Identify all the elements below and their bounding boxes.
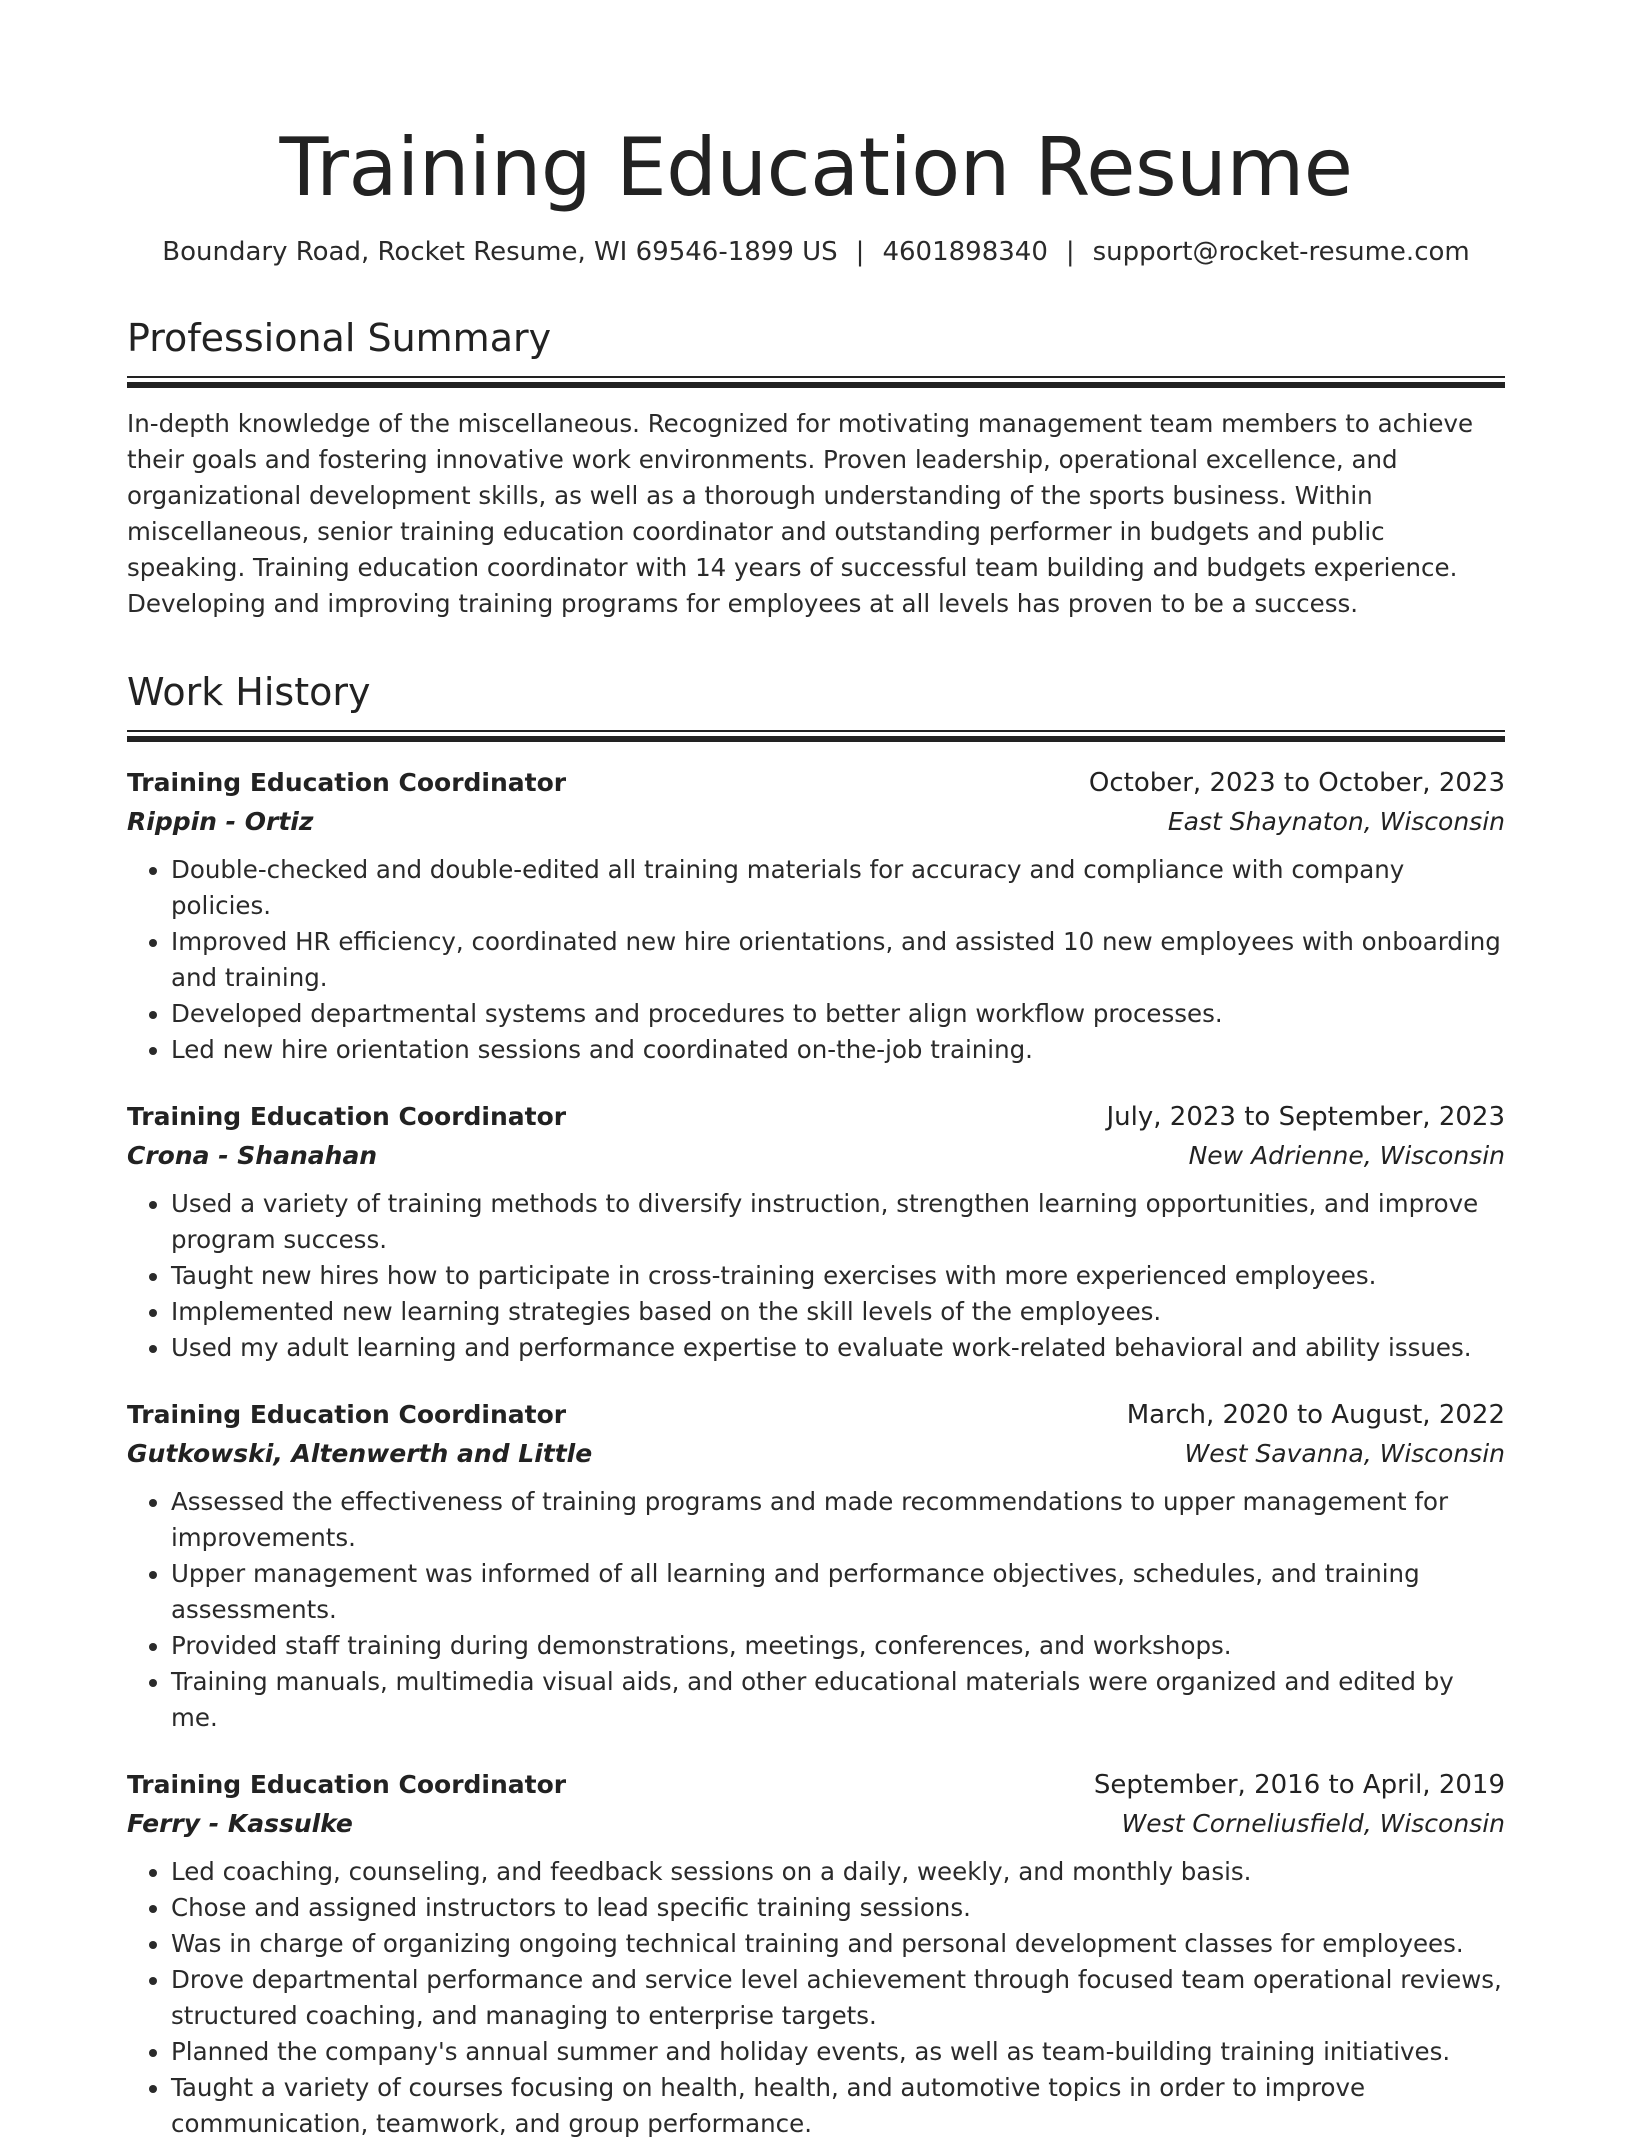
section-heading-summary: Professional Summary (127, 316, 552, 360)
job-bullet: • Implemented new learning strategies based on the skill levels of the employees. (171, 1294, 1505, 1330)
contact-separator: | (855, 237, 865, 267)
job-bullet: • Led coaching, counseling, and feedback sessions on a daily, weekly, and monthly basis. (171, 1854, 1505, 1890)
job-title: Training Education Coordinator (127, 1770, 567, 1799)
job-entry (127, 1098, 1505, 1366)
job-subheader (127, 802, 1505, 842)
job-bullet: • Developed departmental systems and procedures to better align workflow processes. (171, 996, 1505, 1032)
job-bullet: • Was in charge of organizing ongoing technical training and personal development classes for employees. (171, 1926, 1505, 1962)
summary-text: In-depth knowledge of the miscellaneous. Recognized for motivating management team members to achieve their goals and fostering innovative work environments. Proven leadership, operational excellence, and organizational development skills, as well as a thorough understanding of the sports business. Within miscellaneous, senior training education coordinator and outstanding performer in budgets and public speaking. Training education coordinator with 14 years of successful team building and budgets experience. Developing and improving training programs for employees at all levels has proven to be a success. (127, 409, 1474, 618)
job-bullet: • Upper management was informed of all learning and performance objectives, schedules, and training assessments. (171, 1556, 1505, 1628)
job-dates: September, 2016 to April, 2019 (1093, 1770, 1505, 1800)
job-bullets (127, 1186, 1505, 1366)
job-subheader (127, 1804, 1505, 1844)
contact-email[interactable]: support@rocket-resume.com (1092, 237, 1470, 267)
job-dates: October, 2023 to October, 2023 (1088, 768, 1505, 798)
job-bullet: • Drove departmental performance and service level achievement through focused team operational reviews, structured coaching, and managing to enterprise targets. (171, 1962, 1505, 2034)
job-bullet: • Double-checked and double-edited all training materials for accuracy and compliance with company policies. (171, 852, 1505, 924)
job-header (127, 1396, 1505, 1434)
section-divider (127, 376, 1505, 388)
resume-name: Training Education Resume (279, 121, 1353, 214)
contact-phone: 4601898340 (882, 237, 1048, 267)
job-bullet: • Provided staff training during demonstrations, meetings, conferences, and workshops. (171, 1628, 1505, 1664)
job-header (127, 1766, 1505, 1804)
job-subheader (127, 1434, 1505, 1474)
job-entry (127, 1396, 1505, 1736)
job-header (127, 764, 1505, 802)
job-bullet: • Led new hire orientation sessions and coordinated on-the-job training. (171, 1032, 1505, 1068)
job-title: Training Education Coordinator (127, 768, 567, 797)
job-bullet: • Training manuals, multimedia visual aids, and other educational materials were organized and edited by me. (171, 1664, 1505, 1736)
job-company: Crona - Shanahan (127, 1141, 378, 1170)
work-history-section (127, 668, 1505, 2142)
job-bullet: • Taught new hires how to participate in cross-training exercises with more experienced employees. (171, 1258, 1505, 1294)
section-heading-work-history: Work History (127, 670, 371, 714)
job-bullet: • Assessed the effectiveness of training programs and made recommendations to upper management for improvements. (171, 1484, 1505, 1556)
job-bullet: • Taught a variety of courses focusing on health, health, and automotive topics in order to improve communication, teamwork, and group performance. (171, 2070, 1505, 2142)
job-location: West Corneliusfield, Wisconsin (1121, 1809, 1505, 1838)
job-location: West Savanna, Wisconsin (1184, 1439, 1505, 1468)
contact-address: Boundary Road, Rocket Resume, WI 69546-1899 US (162, 237, 838, 267)
job-location: East Shaynaton, Wisconsin (1167, 807, 1505, 836)
job-company: Rippin - Ortiz (127, 807, 314, 836)
job-dates: March, 2020 to August, 2022 (1126, 1400, 1505, 1430)
summary-section (127, 314, 1505, 622)
job-header (127, 1098, 1505, 1136)
job-bullet: • Used my adult learning and performance expertise to evaluate work-related behavioral and ability issues. (171, 1330, 1505, 1366)
job-entry (127, 764, 1505, 1068)
job-location: New Adrienne, Wisconsin (1188, 1141, 1505, 1170)
job-entry (127, 1766, 1505, 2142)
contact-separator: | (1065, 237, 1075, 267)
section-divider (127, 730, 1505, 742)
job-subheader (127, 1136, 1505, 1176)
contact-line (127, 234, 1505, 270)
job-title: Training Education Coordinator (127, 1400, 567, 1429)
job-bullets (127, 852, 1505, 1068)
job-bullet: • Improved HR efficiency, coordinated new hire orientations, and assisted 10 new employees with onboarding and training. (171, 924, 1505, 996)
job-bullet: • Planned the company's annual summer and holiday events, as well as team-building training initiatives. (171, 2034, 1505, 2070)
job-bullets (127, 1484, 1505, 1736)
job-title: Training Education Coordinator (127, 1102, 567, 1131)
job-company: Ferry - Kassulke (127, 1809, 353, 1838)
job-company: Gutkowski, Altenwerth and Little (127, 1439, 593, 1468)
job-dates: July, 2023 to September, 2023 (1106, 1102, 1505, 1132)
job-bullet: • Chose and assigned instructors to lead specific training sessions. (171, 1890, 1505, 1926)
job-bullets (127, 1854, 1505, 2142)
job-bullet: • Used a variety of training methods to diversify instruction, strengthen learning opportunities, and improve program success. (171, 1186, 1505, 1258)
